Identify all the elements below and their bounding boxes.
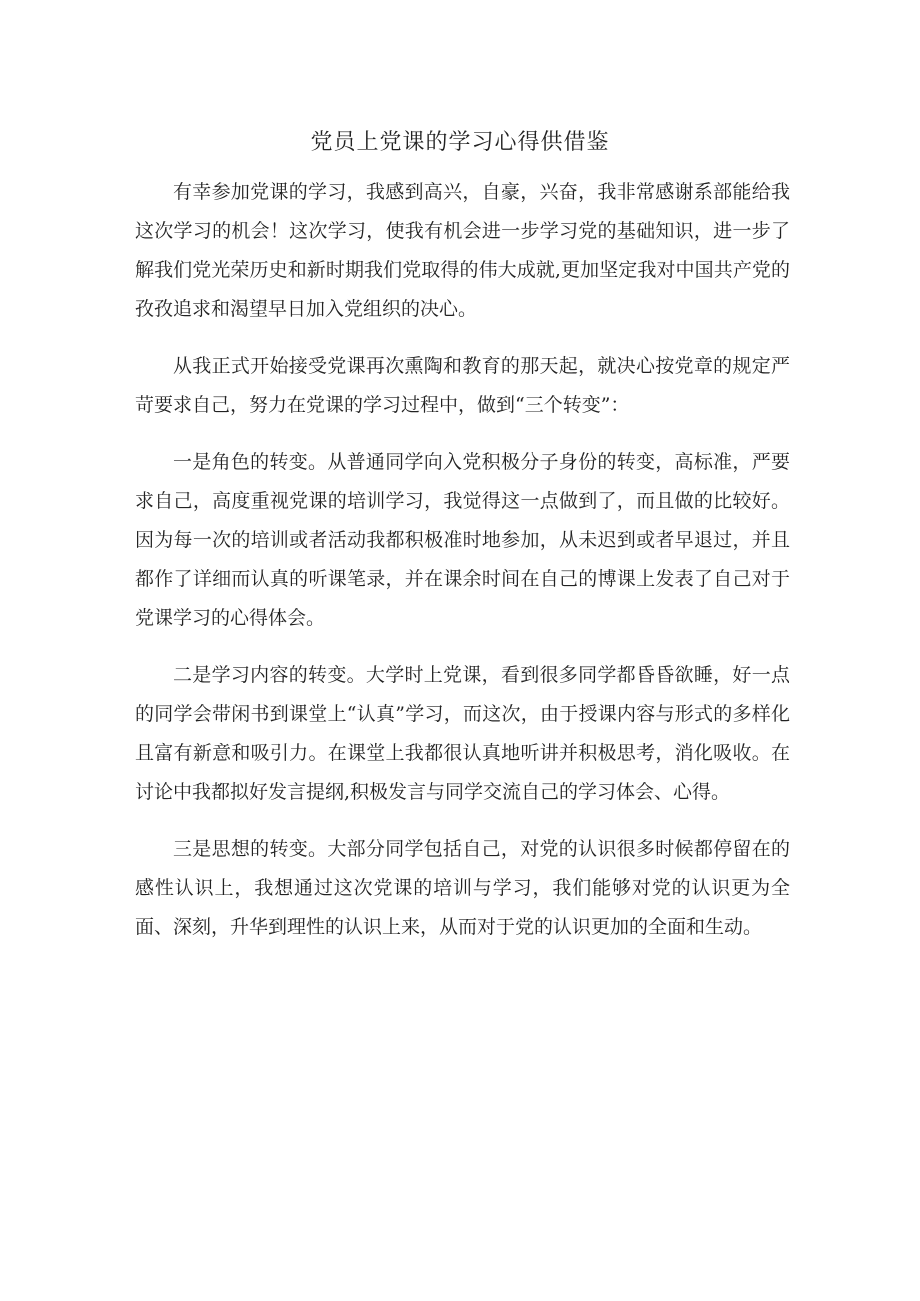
document-title: 党员上党课的学习心得供借鉴 — [310, 130, 610, 155]
paragraph-2: 从我正式开始接受党课再次熏陶和教育的那天起，就决心按党章的规定严苛要求自己，努力在党课的学习过程中，做到“三个转变”： — [135, 355, 790, 416]
paragraph-3: 一是角色的转变。从普通同学向入党积极分子身份的转变，高标准，严要求自己，高度重视党课的培训学习，我觉得这一点做到了，而且做的比较好。因为每一次的培训或者活动我都积极准时地参加，从未迟到或者早退过，并且都作了详细而认真的听课笔录，并在课余时间在自己的博课上发表了自己对于党课学习的心得体会。 — [135, 451, 790, 629]
document-body — [135, 173, 790, 965]
paragraph-5: 三是思想的转变。大部分同学包括自己，对党的认识很多时候都停留在的感性认识上，我想通过这次党课的培训与学习，我们能够对党的认识更为全面、深刻，升华到理性的认识上来，从而对于党的认识更加的全面和生动。 — [135, 838, 790, 938]
paragraph-1: 有幸参加党课的学习，我感到高兴，自豪，兴奋，我非常感谢系部能给我这次学习的机会！这次学习，使我有机会进一步学习党的基础知识，进一步了解我们党光荣历史和新时期我们党取得的伟大成就,更加坚定我对中国共产党的孜孜追求和渴望早日加入党组织的决心。 — [135, 181, 790, 320]
paragraph-4: 二是学习内容的转变。大学时上党课，看到很多同学都昏昏欲睡，好一点的同学会带闲书到课堂上“认真”学习，而这次，由于授课内容与形式的多样化且富有新意和吸引力。在课堂上我都很认真地听讲并积极思考，消化吸收。在讨论中我都拟好发言提纲,积极发言与同学交流自己的学习体会、心得。 — [135, 664, 790, 803]
